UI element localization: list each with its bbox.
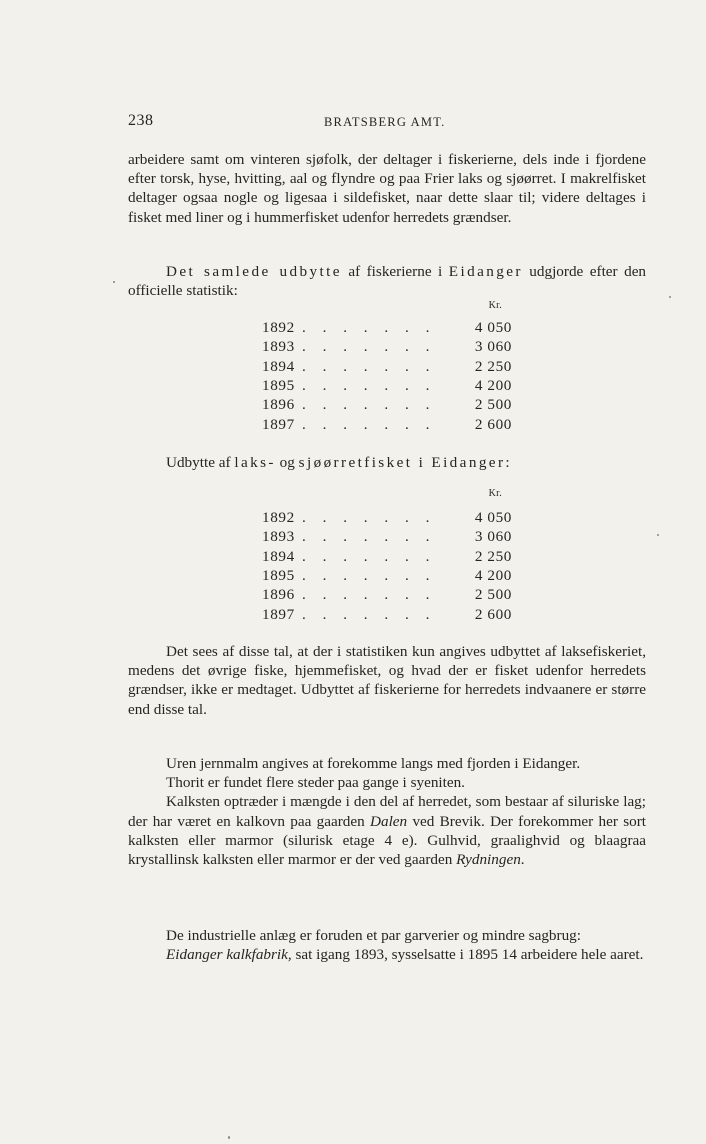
company-name: Eidanger kalkfabrik, — [166, 946, 292, 964]
paper-speck — [228, 1136, 230, 1139]
limestone-text: Kalksten optræder i mængde i den del af herredet, som bestaar af siluriske lag; der har været en kalkovn paa gaarden — [128, 793, 646, 830]
table-amount: 2 600 — [474, 605, 512, 623]
table-amount: 3 060 — [474, 528, 512, 546]
leader-dots: . . . . . . . — [302, 586, 436, 604]
section-minerals — [128, 754, 646, 869]
spaced-text: Det samlede udbytte — [166, 263, 342, 280]
paragraph-salmon-yield-intro — [128, 453, 646, 472]
table-amount: 2 500 — [474, 396, 512, 414]
paragraph-lime-works — [128, 945, 646, 964]
table-year: 1892 — [262, 319, 295, 336]
table-year: 1893 — [262, 528, 295, 546]
section-industry — [128, 926, 646, 964]
paper-speck — [113, 281, 115, 283]
paragraph-fishing-workers: arbeidere samt om vinteren sjøfolk, der deltager i fiskerierne, dels inde i fjordene efter torsk, hyse, hvitting, aal og flyndre og paa Frier laks og sjøørret. I makrelfisket deltager ogsaa nogle og ligesaa i sildefisket, naar dette slaar til; videre deltages i fisket med liner og i hummerfisket udenfor herredets grændser. — [128, 151, 646, 226]
table-amount: 3 060 — [474, 338, 512, 356]
spaced-text: Eidanger — [448, 263, 523, 280]
leader-dots: . . . . . . . — [302, 605, 436, 623]
spaced-text: laks- — [234, 454, 276, 471]
table-row — [262, 377, 514, 396]
currency-unit: Kr. — [488, 300, 502, 311]
paragraph-thorite: Thorit er fundet flere steder paa gange i syeniten. — [166, 774, 465, 792]
table-row — [262, 548, 514, 567]
table-row — [262, 606, 514, 625]
table-amount: 4 050 — [474, 319, 512, 336]
table-amount: 4 200 — [474, 566, 512, 584]
paragraph-limestone — [128, 792, 646, 869]
leader-dots: . . . . . . . — [302, 509, 436, 526]
intro-text: og — [275, 454, 299, 471]
table-year: 1893 — [262, 338, 295, 356]
table-row — [262, 567, 514, 586]
running-title: BRATSBERG AMT. — [324, 115, 446, 129]
intro-text: af fiskerierne i — [341, 263, 449, 280]
paragraph-statistics-note: Det sees af disse tal, at der i statistiken kun angives udbyttet af laksefiskeriet, medens det øvrige fiske, hjemmefisket, og hvad der er fisket udenfor herredets grændser, ikke er medtaget. Udbyttet af fiskerierne for herredets indvaanere er større end disse tal. — [128, 643, 646, 718]
table-year: 1896 — [262, 396, 295, 414]
table-row — [262, 528, 514, 547]
paper-speck — [657, 534, 659, 536]
table-year: 1895 — [262, 566, 295, 584]
running-head — [128, 112, 648, 134]
table-row — [262, 319, 514, 338]
table-amount: 2 250 — [474, 357, 512, 375]
table-year: 1897 — [262, 415, 295, 433]
paragraph-industry-intro: De industrielle anlæg er foruden et par garverier og mindre sagbrug: — [166, 927, 581, 944]
intro-text: Udbytte af — [166, 454, 235, 471]
currency-unit: Kr. — [488, 488, 502, 499]
intro-text: udgjorde efter den officielle statistik: — [128, 263, 647, 300]
table-amount: 4 050 — [474, 509, 512, 526]
paragraph-total-yield-intro — [128, 262, 646, 300]
leader-dots: . . . . . . . — [302, 338, 436, 356]
table-row — [262, 358, 514, 377]
limestone-text: ved Brevik. Der forekommer her sort kalksten eller marmor (silurisk etage 4 e). Gulhvid, graalighvid og blaagraa krystallinsk kalksten eller marmor er der ved gaarden — [128, 812, 646, 869]
table-row — [262, 338, 514, 357]
leader-dots: . . . . . . . — [302, 376, 436, 394]
paper-speck — [669, 296, 671, 298]
table-amount: 2 500 — [474, 586, 512, 604]
table-amount: 4 200 — [474, 376, 512, 394]
page-number: 238 — [128, 112, 154, 129]
leader-dots: . . . . . . . — [302, 528, 436, 546]
paragraph-iron-ore: Uren jernmalm angives at forekomme langs med fjorden i Eidanger. — [166, 755, 581, 772]
table-row — [262, 509, 514, 528]
leader-dots: . . . . . . . — [302, 547, 436, 565]
table-row — [262, 586, 514, 605]
limestone-text: . — [520, 851, 525, 869]
leader-dots: . . . . . . . — [302, 415, 436, 433]
table-year: 1895 — [262, 376, 295, 394]
place-name: Dalen — [370, 812, 408, 830]
leader-dots: . . . . . . . — [302, 319, 436, 336]
leader-dots: . . . . . . . — [302, 566, 436, 584]
leader-dots: . . . . . . . — [302, 396, 436, 414]
place-name: Rydningen — [456, 851, 521, 869]
table-amount: 2 250 — [474, 547, 512, 565]
lime-works-text: sat igang 1893, sysselsatte i 1895 14 arbeidere hele aaret. — [291, 946, 644, 964]
table-year: 1896 — [262, 586, 295, 604]
spaced-text: sjøørretfisket i Eidanger: — [298, 454, 513, 471]
table-year: 1897 — [262, 605, 295, 623]
table-row — [262, 416, 514, 435]
table-year: 1894 — [262, 357, 295, 375]
table-year: 1894 — [262, 547, 295, 565]
table-year: 1892 — [262, 509, 295, 526]
leader-dots: . . . . . . . — [302, 357, 436, 375]
table-row — [262, 396, 514, 415]
table-amount: 2 600 — [474, 415, 512, 433]
